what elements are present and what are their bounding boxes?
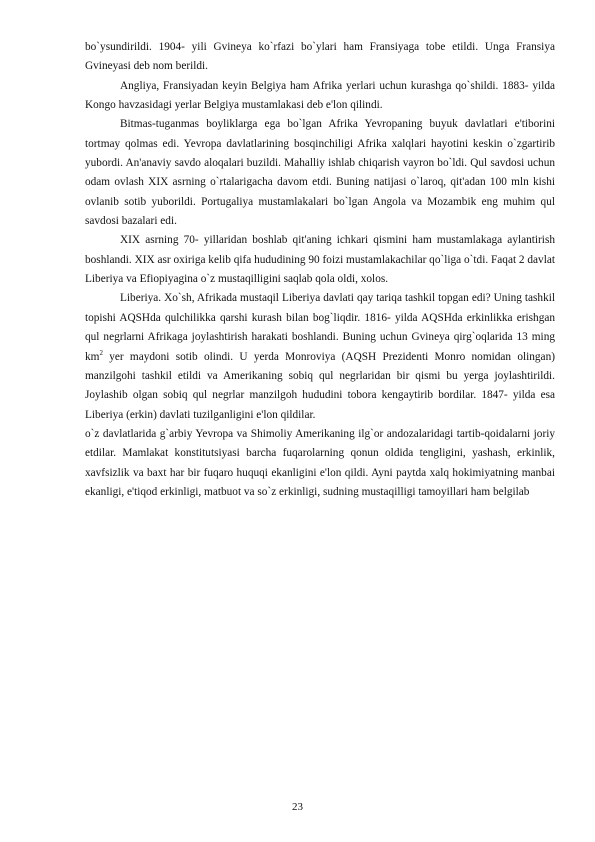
paragraph-4: XIX asrning 70- yillaridan boshlab qit'aning ichkari qismini ham mustamlakaga aylantirish boshlandi. XIX asr oxiriga kelib qifa hududining 90 foizi mustamlakachilar qo`liga o`tdi. Faqat 2 davlat Liberiya va Efiopiyagina o`z mustaqilligini saqlab qola oldi, xolos.	[85, 234, 555, 286]
superscript-two: 2	[99, 348, 103, 357]
paragraph-5	[85, 289, 555, 424]
body-text	[85, 38, 555, 502]
page-number: 23	[292, 801, 303, 813]
paragraph-5-text-start: Liberiya. Xo`sh, Afrikada mustaqil Liberiya davlati qay tariqa tashkil topgan edi? Uning tashkil topishi AQSHda qulchilikka qarshi kurash bilan bog`liqdir. 1816- yilda AQSHda erkinlikka erishgan qul negrlarni Afrikaga joylashtirish harakati boshlandi. Buning uchun Gvineya qirg`oqlarida 13 ming km	[85, 292, 555, 363]
paragraph-6: o`z davlatlarida g`arbiy Yevropa va Shimoliy Amerikaning ilg`or andozalaridagi tartib-qoidalarni joriy etdilar. Mamlakat konstitutsiyasi barcha fuqarolarning qonun oldida tengligini, yashash, erkinlik, xavfsizlik va baxt har bir fuqaro huquqi ekanligini e'lon qildi. Ayni paytda xalq hokimiyatning manbai ekanligi, e'tiqod erkinligi, matbuot va so`z erkinligi, sudning mustaqilligi tamoyillari ham belgilab	[85, 427, 555, 498]
paragraph-5-text-end: yer maydoni sotib olindi. U yerda Monroviya (AQSH Prezidenti Monro nomidan olingan) manzilgohi tashkil etildi va Amerikaning sobiq qul negrlaridan bir qismi bu yerga joylashtirildi. Joylashib olgan sobiq qul negrlar manzilgoh hududini tobora kengaytirib bordilar. 1847- yilda esa Liberiya (erkin) davlati tuzilganligini e'lon qildilar.	[85, 350, 555, 421]
paragraph-2: Angliya, Fransiyadan keyin Belgiya ham Afrika yerlari uchun kurashga qo`shildi. 1883- yilda Kongo havzasidagi yerlar Belgiya mustamlakasi deb e'lon qilindi.	[85, 79, 555, 112]
paragraph-1: bo`ysundirildi. 1904- yili Gvineya ko`rfazi bo`ylari ham Fransiyaga tobe etildi. Unga Fransiya Gvineyasi deb nom berildi.	[85, 41, 555, 73]
paragraph-3: Bitmas-tuganmas boyliklarga ega bo`lgan Afrika Yevropaning buyuk davlatlari e'tiborini tortmay qolmas edi. Yevropa davlatlarining bosqinchiligi Afrika xalqlari hayotini keskin o`zgartirib yubordi. An'anaviy savdo aloqalari buzildi. Mahalliy ishlab chiqarish vayron bo`ldi. Qul savdosi uchun odam ovlash XIX asrning o`rtalarigacha davom etdi. Buning natijasi o`laroq, qit'adan 100 mln kishi ovlanib sotib yuborildi. Portugaliya mustamlakalari bo`lgan Angola va Mozambik eng muhim qul savdosi bazalari edi.	[85, 118, 555, 228]
